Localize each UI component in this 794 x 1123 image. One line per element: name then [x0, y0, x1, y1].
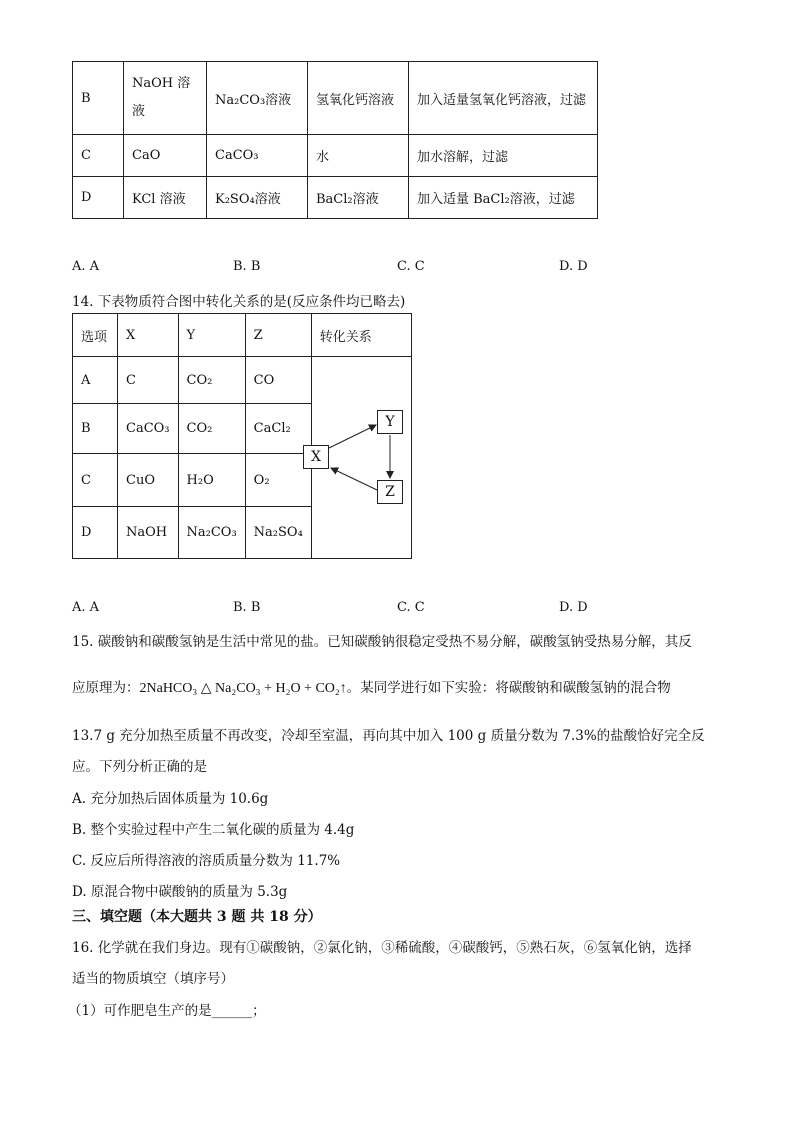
q13-option-a: A. A — [72, 259, 100, 274]
header-cell: X — [118, 314, 179, 357]
node-y: Y — [377, 410, 403, 434]
q15-line2-pre: 应原理为： — [72, 680, 140, 696]
table-cell: C — [73, 135, 124, 177]
q13-option-c: C. C — [397, 259, 425, 274]
table-row — [73, 357, 412, 404]
table-cell: 加水溶解，过滤 — [409, 135, 598, 177]
table-row — [73, 135, 598, 177]
table-cell: CaCl₂ — [245, 404, 311, 454]
q16-line1: 16. 化学就在我们身边。现有①碳酸钠，②氯化钠，③稀硫酸，④碳酸钙，⑤熟石灰，⑥氢氧化钠，选择 — [72, 940, 692, 956]
header-cell: Z — [245, 314, 311, 357]
table-cell: Na₂CO₃溶液 — [207, 62, 308, 135]
table-cell: 加入适量氢氧化钙溶液，过滤 — [409, 62, 598, 135]
table-cell: CO₂ — [178, 404, 245, 454]
table-cell: Na₂SO₄ — [245, 507, 311, 559]
cell-text: 液 — [132, 104, 146, 119]
arrow-x-to-y — [329, 425, 376, 448]
table-cell: D — [73, 177, 124, 219]
table-cell — [124, 62, 207, 135]
section-heading: 三、填空题（本大题共 3 题 共 18 分） — [72, 909, 322, 925]
q14-option-b: B. B — [233, 600, 261, 615]
table-cell: 水 — [308, 135, 409, 177]
table-cell: NaOH — [118, 507, 179, 559]
table-cell: CaCO₃ — [207, 135, 308, 177]
q14-option-a: A. A — [72, 600, 100, 615]
table-cell: Na₂CO₃ — [178, 507, 245, 559]
table-cell: CO — [245, 357, 311, 404]
cell-text: NaOH 溶 — [132, 76, 191, 91]
table-cell: A — [73, 357, 118, 404]
q15-line4: 应。下列分析正确的是 — [72, 759, 207, 775]
table-cell: H₂O — [178, 454, 245, 507]
table-row — [73, 177, 598, 219]
table-cell: B — [73, 404, 118, 454]
table-header-row — [73, 314, 412, 357]
table-cell: CuO — [118, 454, 179, 507]
q15-option-d: D. 原混合物中碳酸钠的质量为 5.3g — [72, 884, 288, 900]
table-cell: 加入适量 BaCl₂溶液，过滤 — [409, 177, 598, 219]
q15-option-b: B. 整个实验过程中产生二氧化碳的质量为 4.4g — [72, 822, 355, 838]
arrow-z-to-x — [331, 468, 377, 490]
q13-option-d: D. D — [559, 259, 588, 274]
table-cell: CaO — [124, 135, 207, 177]
q16-sub1: （1）可作肥皂生产的是______； — [68, 1003, 266, 1019]
table-cell: 氢氧化钙溶液 — [308, 62, 409, 135]
q15-option-a: A. 充分加热后固体质量为 10.6g — [72, 791, 269, 807]
table-cell: CaCO₃ — [118, 404, 179, 454]
node-x: X — [303, 445, 329, 469]
table-cell: BaCl₂溶液 — [308, 177, 409, 219]
q16-line2: 适当的物质填空（填序号） — [72, 971, 234, 987]
q13-table — [72, 61, 598, 219]
table-cell: D — [73, 507, 118, 559]
q15-line2-post: 。某同学进行如下实验：将碳酸钠和碳酸氢钠的混合物 — [346, 680, 671, 696]
header-cell: 转化关系 — [311, 314, 411, 357]
q14-option-c: C. C — [397, 600, 425, 615]
q13-option-b: B. B — [233, 259, 261, 274]
table-row — [73, 62, 598, 135]
table-cell: C — [118, 357, 179, 404]
header-cell: Y — [178, 314, 245, 357]
q15-option-c: C. 反应后所得溶液的溶质质量分数为 11.7% — [72, 853, 341, 869]
q15-line3: 13.7 g 充分加热至质量不再改变，冷却至室温，再向其中加入 100 g 质量分数为 7.3%的盐酸恰好完全反 — [72, 728, 705, 744]
table-cell: O₂ — [245, 454, 311, 507]
reaction-equation: 2NaHCO₃ △ Na₂CO₃ + H₂O + CO₂↑ — [139, 681, 347, 696]
table-cell: C — [73, 454, 118, 507]
q14-option-d: D. D — [559, 600, 588, 615]
q14-stem: 14. 下表物质符合图中转化关系的是(反应条件均已略去) — [72, 294, 406, 310]
q15-line1: 15. 碳酸钠和碳酸氢钠是生活中常见的盐。已知碳酸钠很稳定受热不易分解，碳酸氢钠受热易分解，其反 — [72, 634, 692, 650]
table-cell: CO₂ — [178, 357, 245, 404]
table-cell: B — [73, 62, 124, 135]
node-z: Z — [377, 480, 403, 504]
table-cell: K₂SO₄溶液 — [207, 177, 308, 219]
q15-line2 — [72, 676, 671, 697]
table-cell: KCl 溶液 — [124, 177, 207, 219]
header-cell: 选项 — [73, 314, 118, 357]
